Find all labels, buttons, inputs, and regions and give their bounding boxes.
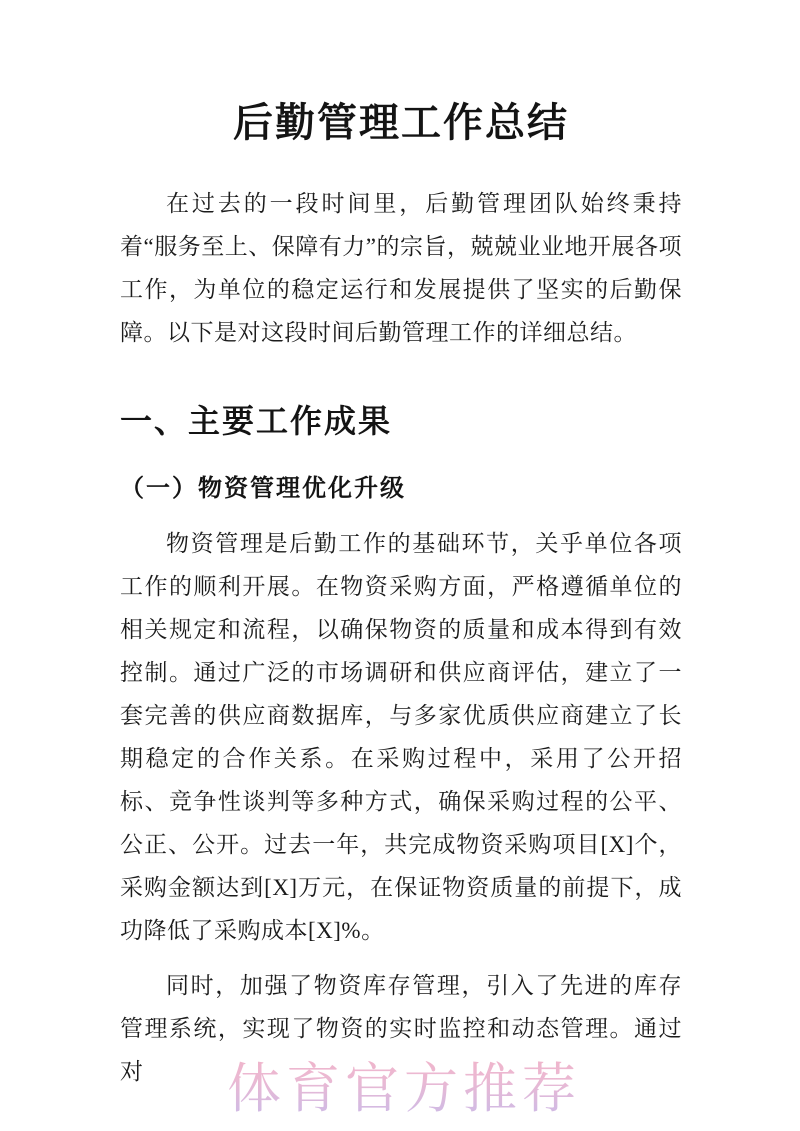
watermark-text: 体育官方推荐 xyxy=(227,1046,581,1123)
document-title: 后勤管理工作总结 xyxy=(233,100,569,145)
paragraph-material-procurement: 物资管理是后勤工作的基础环节，关乎单位各项工作的顺利开展。在物资采购方面，严格遵循单位的相关规定和流程，以确保物资的质量和成本得到有效控制。通过广泛的市场调研和供应商评估，建立了一套完善的供应商数据库，与多家优质供应商建立了长期稳定的合作关系。在采购过程中，采用了公开招标、竞争性谈判等多种方式，确保采购过程的公平、公正、公开。过去一年，共完成物资采购项目[X]个，采购金额达到[X]万元，在保证物资质量的前提下，成功降低了采购成本[X]%。 xyxy=(120,531,682,944)
section-heading-main-achievements: 一、主要工作成果 xyxy=(120,403,393,439)
paragraph-inventory-management: 同时，加强了物资库存管理，引入了先进的库存管理系统，实现了物资的实时监控和动态管理。通过对 xyxy=(120,973,682,1085)
subsection-heading-material-management: （一）物资管理优化升级 xyxy=(120,476,406,502)
intro-paragraph: 在过去的一段时间里，后勤管理团队始终秉持着“服务至上、保障有力”的宗旨，兢兢业业地开展各项工作，为单位的稳定运行和发展提供了坚实的后勤保障。以下是对这段时间后勤管理工作的详细总结。 xyxy=(120,191,682,345)
